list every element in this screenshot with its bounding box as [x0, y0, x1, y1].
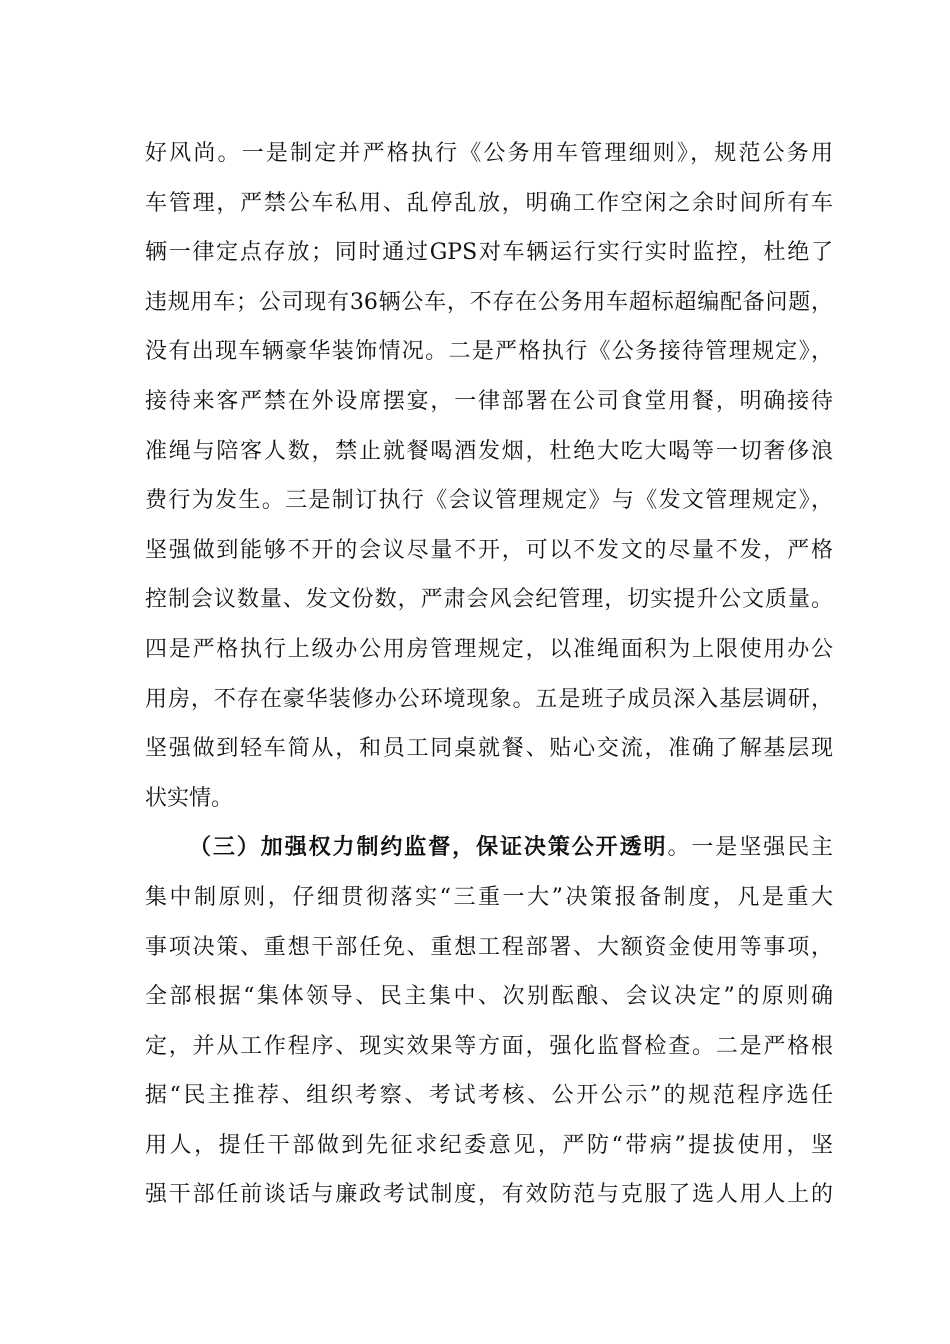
- text-line: 事项决策、重想干部任免、重想工程部署、大额资金使用等事项，: [145, 934, 833, 960]
- text-line: 辆一律定点存放；同时通过GPS对车辆运行实行实时监控，杜绝了: [145, 240, 833, 266]
- section-heading: （三）加强权力制约监督，保证决策公开透明: [189, 834, 668, 861]
- text-line: 用房，不存在豪华装修办公环境现象。五是班子成员深入基层调研，: [145, 686, 833, 712]
- text-run: 。一是坚强民主: [667, 835, 833, 861]
- text-line: 状实情。: [145, 785, 234, 811]
- text-line: 用人，提任干部做到先征求纪委意见，严防“带病”提拔使用，坚: [145, 1132, 833, 1158]
- text-line: 没有出现车辆豪华装饰情况。二是严格执行《公务接待管理规定》，: [145, 339, 833, 365]
- text-line: 车管理，严禁公车私用、乱停乱放，明确工作空闲之余时间所有车: [145, 190, 833, 216]
- text-line: 坚强做到轻车简从，和员工同桌就餐、贴心交流，准确了解基层现: [145, 736, 833, 762]
- paragraph-vehicle-reception-rules: [145, 129, 833, 823]
- text-line: 集中制原则，仔细贯彻落实“三重一大”决策报备制度，凡是重大: [145, 884, 833, 910]
- text-line: 定，并从工作程序、现实效果等方面，强化监督检查。二是严格根: [145, 1033, 833, 1059]
- text-line: 好风尚。一是制定并严格执行《公务用车管理细则》，规范公务用: [145, 141, 833, 166]
- text-line: 准绳与陪客人数，禁止就餐喝酒发烟，杜绝大吃大喝等一切奢侈浪: [145, 438, 833, 464]
- text-line: 违规用车；公司现有36辆公车，不存在公务用车超标超编配备问题，: [145, 289, 833, 315]
- text-line: 控制会议数量、发文份数，严肃会风会纪管理，切实提升公文质量。: [145, 587, 833, 613]
- document-page: [145, 129, 833, 1220]
- text-line: 强干部任前谈话与廉政考试制度，有效防范与克服了选人用人上的: [145, 1182, 833, 1208]
- text-line: 四是严格执行上级办公用房管理规定，以准绳面积为上限使用办公: [145, 636, 833, 662]
- paragraph-first-line: [145, 823, 833, 873]
- text-line: 费行为发生。三是制订执行《会议管理规定》与《发文管理规定》，: [145, 488, 833, 514]
- text-line: 坚强做到能够不开的会议尽量不开，可以不发文的尽量不发，严格: [145, 537, 833, 563]
- text-line: 据“民主推荐、组织考察、考试考核、公开公示”的规范程序选任: [145, 1083, 833, 1109]
- text-line: 接待来客严禁在外设席摆宴，一律部署在公司食堂用餐，明确接待: [145, 388, 833, 414]
- text-line: 全部根据“集体领导、民主集中、次别酝酿、会议决定”的原则确: [145, 984, 833, 1010]
- paragraph-power-supervision: [145, 823, 833, 1220]
